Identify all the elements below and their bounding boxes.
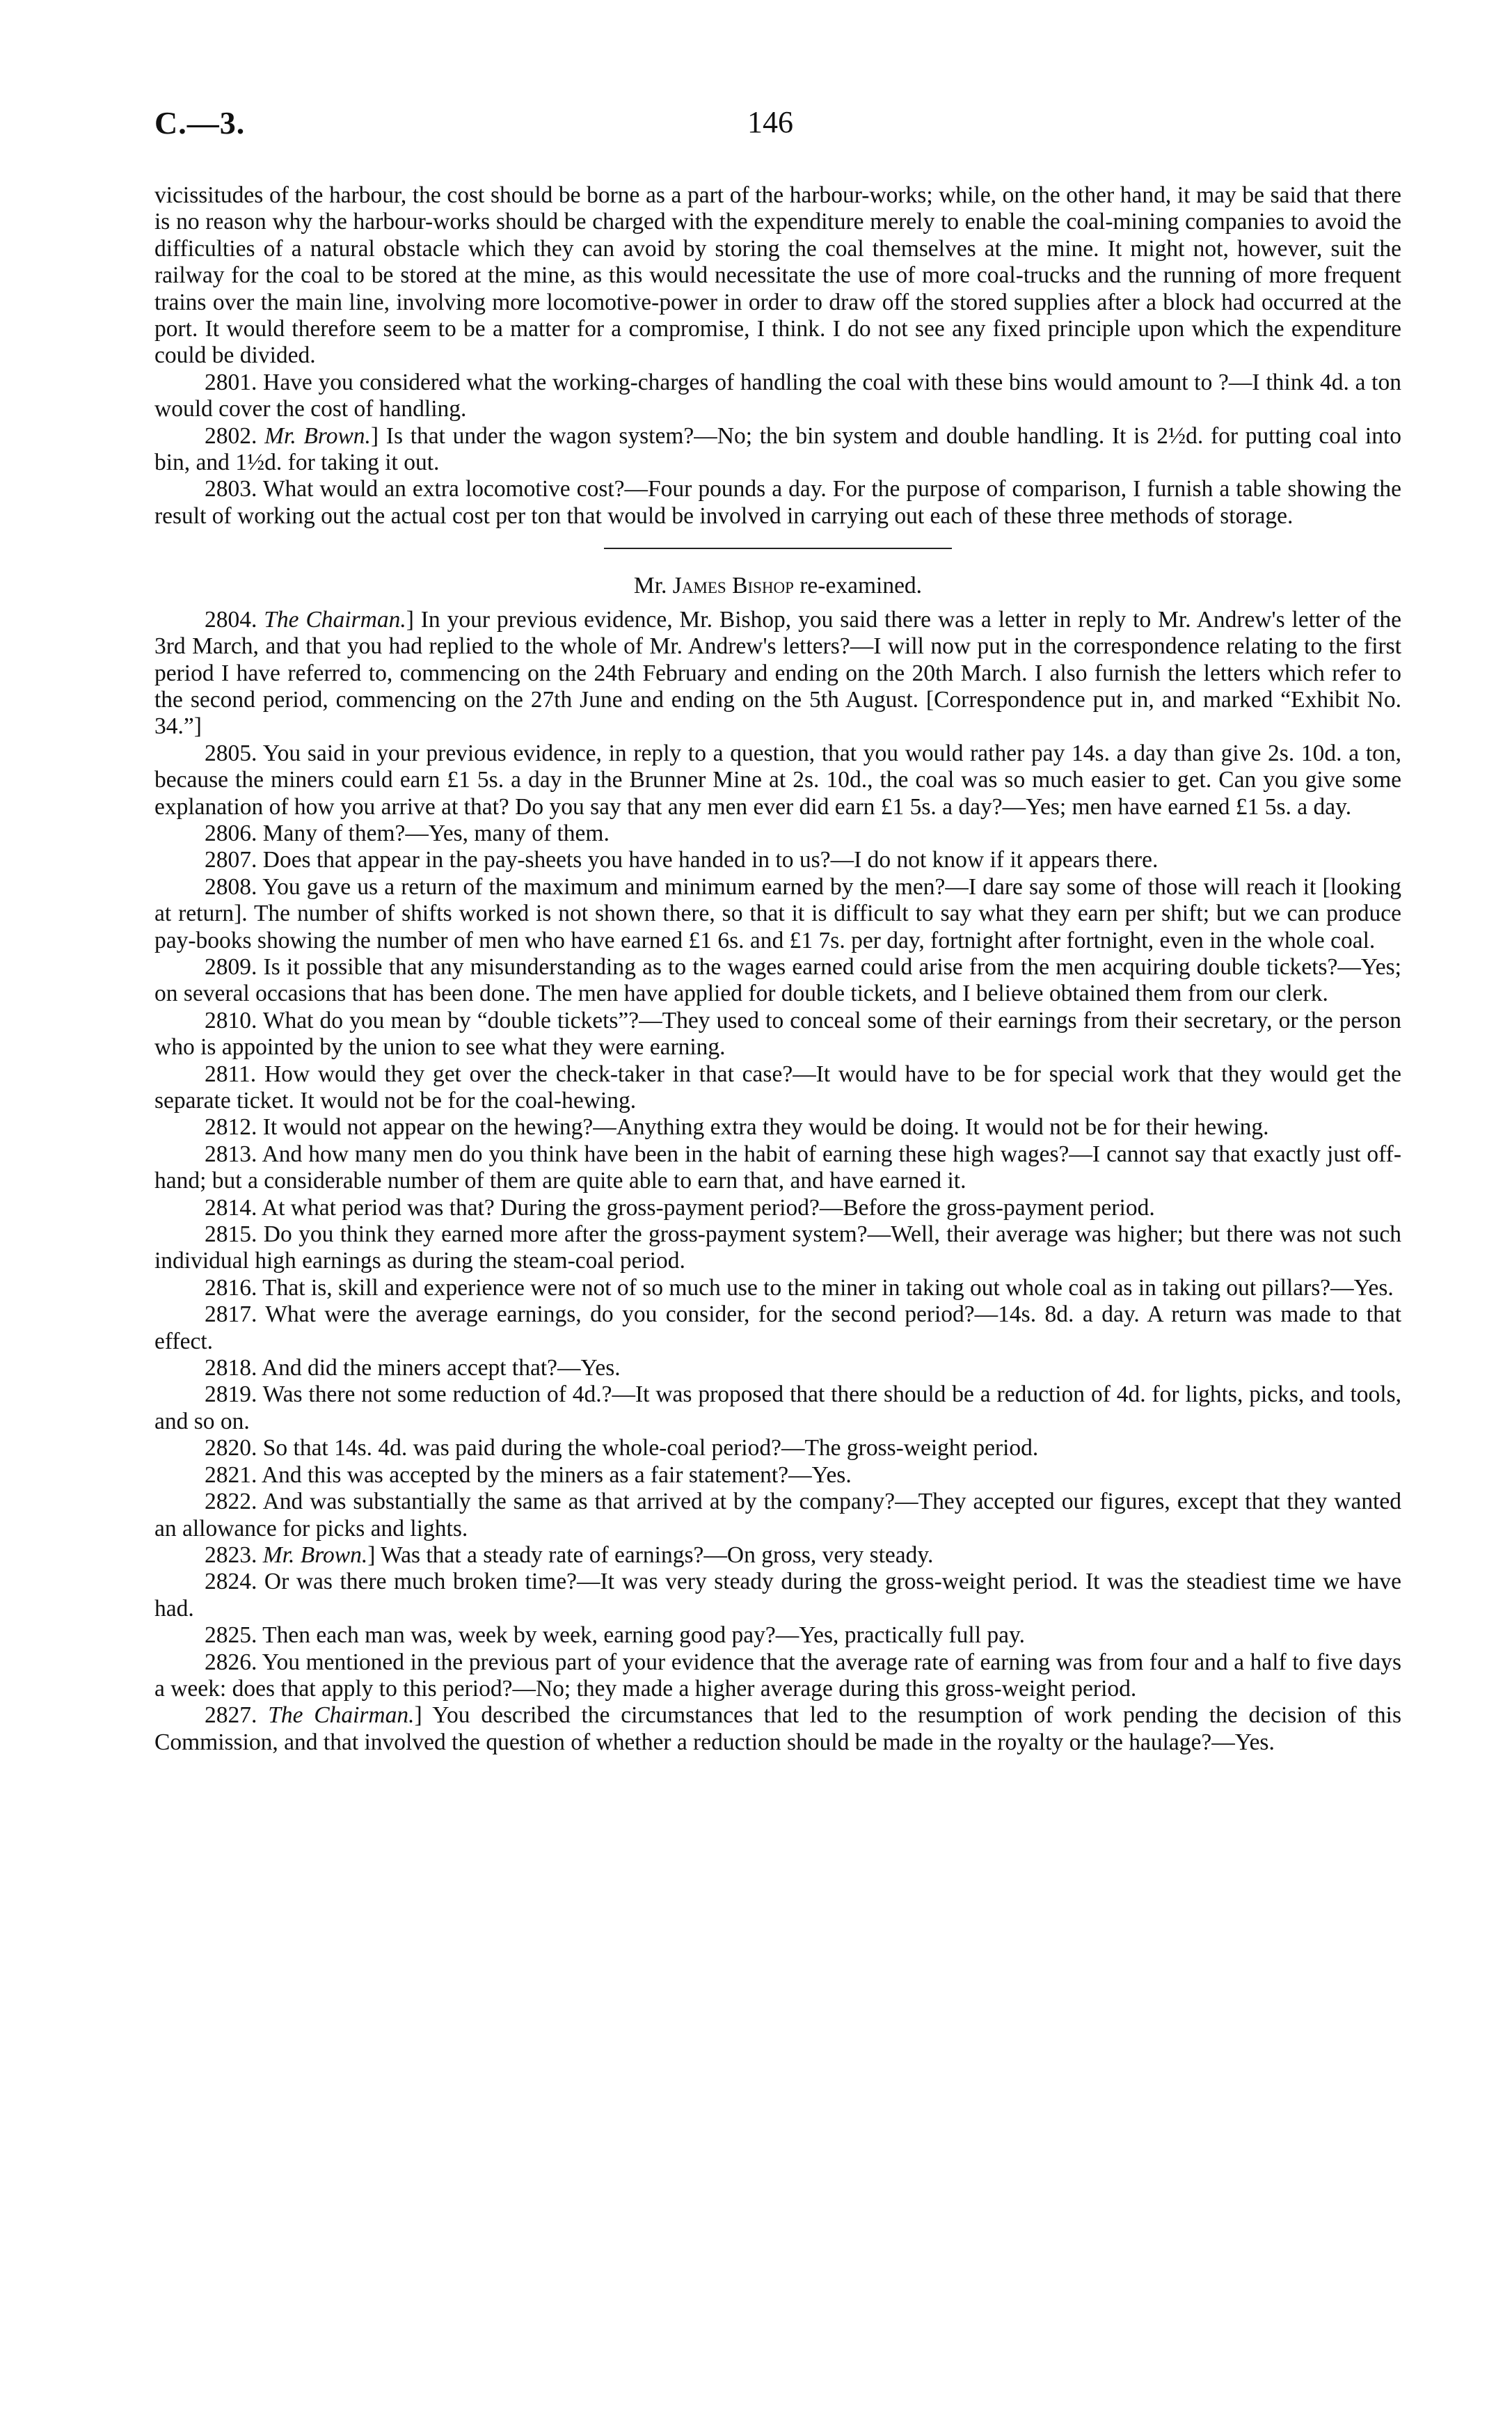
paragraph-2814: 2814. At what period was that? During the gross-payment period?—Before the gross-payment period. — [205, 1194, 1155, 1221]
paragraph-2823: 2823. Mr. Brown.] Was that a steady rate of earnings?—On gross, very steady. — [205, 1542, 934, 1568]
paragraph-2813: 2813. And how many men do you think have been in the habit of earning these high wages?—I cannot say that exactly just off-hand; but a considerable number of them are quite able to earn that, and have earned it. — [154, 1141, 1401, 1194]
paragraph-2825: 2825. Then each man was, week by week, earning good pay?—Yes, practically full pay. — [205, 1622, 1025, 1649]
section-divider — [604, 548, 952, 549]
paragraph-2801: 2801. Have you considered what the working-charges of handling the coal with these bins would amount to ?—I think 4d. a ton would cover the cost of handling. — [154, 369, 1401, 422]
paragraph-2806: 2806. Many of them?—Yes, many of them. — [205, 820, 610, 846]
body-text — [154, 182, 1401, 1756]
paragraph-2816: 2816. That is, skill and experience were not of so much use to the miner in taking out whole coal as in taking out pillars?—Yes. — [205, 1274, 1394, 1301]
page-number: 146 — [747, 105, 793, 139]
paragraph-continuation: vicissitudes of the harbour, the cost should be borne as a part of the harbour-works; while, on the other hand, it may be said that there is no reason why the harbour-works should be charged with the expenditure merely to enable the coal-mining companies to avoid the difficulties of a natural obstacle which they can avoid by storing the coal themselves at the mine. It might not, however, suit the railway for the coal to be stored at the mine, as this would necessitate the use of more coal-trucks and the running of more frequent trains over the main line, involving more locomotive-power in order to draw off the stored supplies after a block had occurred at the port. It would therefore seem to be a matter for a compromise, I think. I do not see any fixed principle upon which the expenditure could be divided. — [154, 182, 1401, 369]
page-header — [154, 104, 1401, 146]
paragraph-2803: 2803. What would an extra locomotive cost?—Four pounds a day. For the purpose of comparison, I furnish a table showing the result of working out the actual cost per ton that would be involved in carrying out each of these three methods of storage. — [154, 476, 1401, 529]
speaker-label: Mr. Brown. — [262, 1542, 368, 1568]
paragraph-2822: 2822. And was substantially the same as that arrived at by the company?—They accepted our figures, except that they wanted an allowance for picks and lights. — [154, 1489, 1401, 1542]
paragraph-2815: 2815. Do you think they earned more after the gross-payment system?—Well, their average was higher; but there was not such individual high earnings as during the steam-coal period. — [154, 1221, 1401, 1274]
speaker-label: Mr. Brown. — [264, 422, 371, 449]
paragraph-2812: 2812. It would not appear on the hewing?—Anything extra they would be doing. It would not be for their hewing. — [205, 1114, 1269, 1141]
section-heading: Mr. James Bishop re-examined. — [633, 573, 923, 599]
paragraph-2811: 2811. How would they get over the check-taker in that case?—It would have to be for special work that they would get the separate ticket. It would not be for the coal-hewing. — [154, 1061, 1401, 1114]
paragraph-2818: 2818. And did the miners accept that?—Yes. — [205, 1355, 621, 1381]
paragraph-2804: 2804. The Chairman.] In your previous evidence, Mr. Bishop, you said there was a letter in reply to Mr. Andrew's letter of the 3rd March, and that you had replied to the whole of Mr. Andrew's letters?—I will now put in the correspondence relating to the first period I have referred to, commencing on the 24th February and ending on the 20th March. I also furnish the letters which refer to the second period, commencing on the 27th June and ending on the 5th August. [Correspondence put in, and marked “Exhibit No. 34.”] — [154, 606, 1401, 740]
paragraph-2802: 2802. Mr. Brown.] Is that under the wagon system?—No; the bin system and double handling. It is 2½d. for putting coal into bin, and 1½d. for taking it out. — [154, 422, 1402, 476]
paragraph-2817: 2817. What were the average earnings, do you consider, for the second period?—14s. 8d. a day. A return was made to that effect. — [154, 1301, 1401, 1354]
speaker-label: The Chairman. — [264, 606, 406, 633]
paragraph-2824: 2824. Or was there much broken time?—It was very steady during the gross-weight period. It was the steadiest time we have had. — [154, 1569, 1401, 1622]
paragraph-2807: 2807. Does that appear in the pay-sheets you have handed in to us?—I do not know if it appears there. — [205, 847, 1159, 873]
paragraph-2826: 2826. You mentioned in the previous part of your evidence that the average rate of earning was from four and a half to five days a week: does that apply to this period?—No; they made a higher average during this gross-weight period. — [154, 1649, 1401, 1702]
paragraph-2808: 2808. You gave us a return of the maximum and minimum earned by the men?—I dare say some of those will reach it [looking at return]. The number of shifts worked is not shown there, so that it is difficult to say what they earn per shift; but we can produce pay-books showing the number of men who have earned £1 6s. and £1 7s. per day, fortnight after fortnight, even in the whole coal. — [154, 873, 1401, 953]
speaker-label: The Chairman. — [268, 1702, 415, 1729]
paragraph-2820: 2820. So that 14s. 4d. was paid during the whole-coal period?—The gross-weight period. — [205, 1435, 1039, 1461]
paragraph-2805: 2805. You said in your previous evidence, in reply to a question, that you would rather pay 14s. a day than give 2s. 10d. a ton, because the miners could earn £1 5s. a day in the Brunner Mine at 2s. 10d., the coal was so much easier to get. Can you give some explanation of how you arrive at that? Do you say that any men ever did earn £1 5s. a day?—Yes; men have earned £1 5s. a day. — [154, 740, 1401, 820]
paragraph-2809: 2809. Is it possible that any misunderstanding as to the wages earned could arise from the men acquiring double tickets?—Yes; on several occasions that has been done. The men have applied for double tickets, and I believe obtained them from our clerk. — [154, 953, 1401, 1007]
paragraph-2821: 2821. And this was accepted by the miners as a fair statement?—Yes. — [205, 1461, 852, 1488]
paragraph-2827: 2827. The Chairman.] You described the circumstances that led to the resumption of work pending the decision of this Commission, and that involved the question of whether a reduction should be made in the royalty or the haulage?—Yes. — [154, 1702, 1402, 1755]
paragraph-2810: 2810. What do you mean by “double tickets”?—They used to conceal some of their earnings from their secretary, or the person who is appointed by the union to see what they were earning. — [154, 1007, 1401, 1061]
paragraph-2819: 2819. Was there not some reduction of 4d.?—It was proposed that there should be a reduction of 4d. for lights, picks, and tools, and so on. — [154, 1381, 1401, 1434]
sheet-reference: C.—3. — [154, 105, 246, 141]
